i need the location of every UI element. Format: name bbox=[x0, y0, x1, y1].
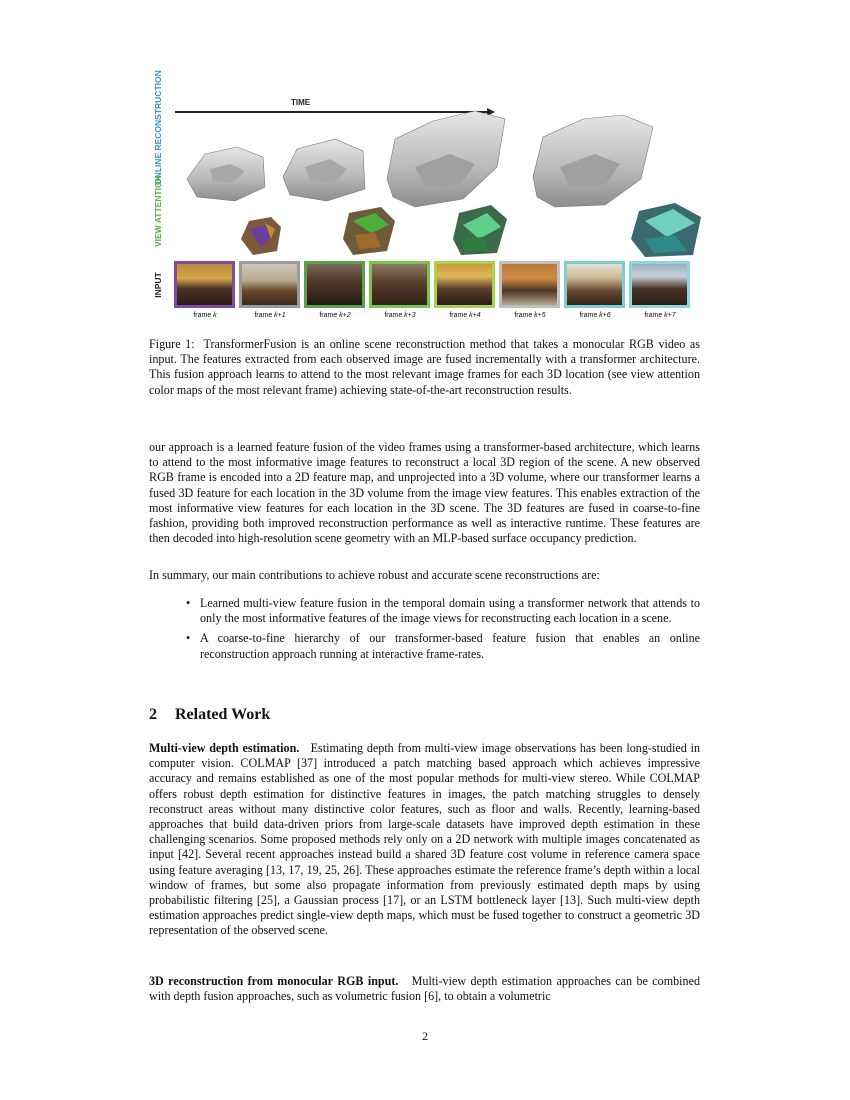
figure-caption bbox=[149, 337, 700, 398]
input-frame-k6 bbox=[564, 261, 625, 308]
frame-label: frame k+6 bbox=[579, 312, 611, 319]
input-frame-k3 bbox=[369, 261, 430, 308]
section-title: Related Work bbox=[175, 706, 271, 723]
bullet-icon: • bbox=[186, 596, 191, 610]
attention-map-4 bbox=[631, 203, 701, 257]
caption-label: Figure 1: bbox=[149, 337, 195, 351]
bullet-icon: • bbox=[186, 631, 191, 646]
page-number: 2 bbox=[422, 1029, 428, 1043]
input-frame-k5 bbox=[499, 261, 560, 308]
list-item: • Learned multi-view feature fusion in the temporal domain using a transformer network that attends to only the most informative features of the image views for reconstructing each location in a scene. bbox=[186, 596, 700, 626]
paragraph-heading: Multi-view depth estimation. bbox=[149, 741, 300, 755]
paragraph-heading: 3D reconstruction from monocular RGB input. bbox=[149, 974, 399, 988]
list-item: • A coarse-to-fine hierarchy of our transformer-based feature fusion that enables an online reconstruction approach running at interactive frame-rates. bbox=[186, 631, 700, 661]
attention-map-2 bbox=[343, 207, 395, 255]
contributions-intro: In summary, our main contributions to achieve robust and accurate scene reconstructions are: bbox=[149, 568, 600, 582]
related-paragraph-depth: Multi-view depth estimation. Estimating depth from multi-view image observations has been long-studied in computer vision. COLMAP [37] introduced a patch matching based approach which achieves impressive accuracy and remains established as one of the most popular methods for multi-view stereo. While COLMAP offers robust depth estimation for distinctive features in images, the patch matching struggles to densely reconstruct areas without many distinctive color features, such as floor and walls. Recently, learning-based approaches that build data-driven priors from large-scale datasets have improved depth estimation in these challenging scenarios. Some proposed methods rely only on a 2D network with multiple images concatenated as input [42]. Several recent approaches instead build a shared 3D feature cost volume in reference camera space using feature averaging [13, 17, 19, 25, 26]. These approaches estimate the reference frame’s depth within a local window of frames, but some also propagate information from previously estimated depth maps by using probabilistic filtering [25], a Gaussian process [17], or an LSTM bottleneck layer [13]. Such multi-view depth estimation approaches predict single-view depth maps, which must be fused together to construct a geometric 3D representation of the observed scene. bbox=[149, 741, 701, 938]
mesh-3 bbox=[387, 111, 505, 207]
view-attention-label: VIEW ATTENTION bbox=[153, 175, 163, 247]
time-label: TIME bbox=[291, 98, 311, 107]
attention-map-3 bbox=[453, 205, 507, 255]
mesh-4 bbox=[533, 115, 653, 207]
input-frame-k7 bbox=[629, 261, 690, 308]
section-heading bbox=[149, 706, 270, 724]
frame-label: frame k+5 bbox=[514, 312, 546, 319]
online-reconstruction-meshes bbox=[175, 109, 705, 209]
frame-label: frame k+3 bbox=[384, 312, 416, 319]
input-frame-k1 bbox=[239, 261, 300, 308]
figure-1 bbox=[145, 70, 705, 327]
frame-label: frame k+7 bbox=[644, 312, 676, 319]
mesh-2 bbox=[283, 139, 365, 201]
frame-label: frame k+1 bbox=[254, 312, 286, 319]
related-paragraph-monocular: 3D reconstruction from monocular RGB input. Multi-view depth estimation approaches can be combined with depth fusion approaches, such as volumetric fusion [6], to obtain a volumetric bbox=[149, 974, 700, 1004]
attention-map-1 bbox=[241, 217, 281, 255]
input-frame-k4 bbox=[434, 261, 495, 308]
caption-text: TransformerFusion is an online scene reconstruction method that takes a monocular RGB video as input. The features extracted from each observed image are fused incrementally with a transformer architecture. This fusion approach learns to attend to the most relevant image frames for each 3D location (see view attention color maps of the most relevant frame) achieving state-of-the-art reconstruction results. bbox=[149, 337, 700, 397]
view-attention-maps bbox=[235, 199, 705, 261]
input-label: INPUT bbox=[153, 272, 163, 298]
input-frame-k2 bbox=[304, 261, 365, 308]
section-number: 2 bbox=[149, 706, 157, 723]
contributions-list bbox=[186, 596, 700, 667]
frame-label: frame k bbox=[193, 312, 217, 319]
input-frame-k bbox=[174, 261, 235, 308]
mesh-1 bbox=[187, 147, 265, 201]
online-reconstruction-label: ONLINE RECONSTRUCTION bbox=[153, 70, 163, 185]
frame-label: frame k+4 bbox=[449, 312, 481, 319]
intro-paragraph: our approach is a learned feature fusion of the video frames using a transformer-based architecture, which learns to attend to the most informative image features to reconstruct a local 3D region of the scene. A new observed RGB frame is encoded into a 2D feature map, and unprojected into a 3D volume, where our transformer learns a fused 3D feature for each location in the 3D volume from the image view features. This enables extraction of the most informative view features for each location in the 3D scene. The 3D features are fused in coarse-to-fine fashion, providing both improved reconstruction performance as well as interactive runtime. These features are then decoded into high-resolution scene geometry with an MLP-based surface occupancy prediction. bbox=[149, 440, 700, 546]
frame-label: frame k+2 bbox=[319, 312, 351, 319]
